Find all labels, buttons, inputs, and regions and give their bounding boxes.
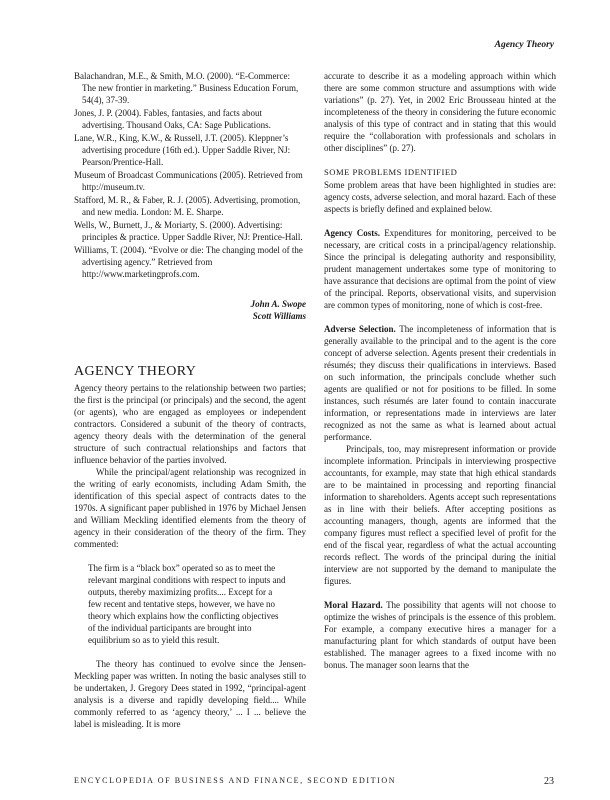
- body-paragraph: Some problem areas that have been highlighted in studies are: agency costs, adverse selection, and moral hazard. Each of these aspects is briefly defined and explained below.: [324, 180, 556, 214]
- reference-item: Museum of Broadcast Communications (2005). Retrieved from http://museum.tv.: [74, 170, 303, 192]
- subsection-heading: SOME PROBLEMS IDENTIFIED: [324, 167, 458, 177]
- term-heading: Moral Hazard.: [324, 600, 383, 610]
- publication-title: ENCYCLOPEDIA OF BUSINESS AND FINANCE, SECOND EDITION: [74, 776, 397, 785]
- paragraph-text: Expenditures for monitoring, perceived to be necessary, are critical costs in a principal/agency relationship. Since the principal is delegating authority and responsibility, prudent management undertakes some type of monitoring to have assurance that decisions are optimal from the point of view of the principal. Reports, observational visits, and supervision are common types of monitoring, none of which is cost-free.: [324, 228, 556, 310]
- reference-item: Stafford, M. R., & Faber, R. J. (2005). Advertising, promotion, and new media. London: M. E. Sharpe.: [74, 195, 301, 217]
- reference-item: Lane, W.R., King, K.W., & Russell, J.T. (2005). Kleppner’s advertising procedure (16th ed.). Upper Saddle River, NJ: Pearson/Prentice-Hall.: [74, 133, 291, 167]
- body-paragraph: accurate to describe it as a modeling approach within which there are some common structure and assumptions with wide variations” (p. 27). Yet, in 2002 Eric Brousseau hinted at the incompleteness of the theory in considering the future economic analysis of this type of contract and in stating that this would require the “collaboration with professionals and scholars in other disciplines” (p. 27).: [324, 71, 556, 153]
- left-column: [74, 70, 306, 730]
- right-column: [324, 70, 556, 671]
- reference-item: Jones, J. P. (2004). Fables, fantasies, and facts about advertising. Thousand Oaks, CA: Sage Publications.: [74, 108, 271, 130]
- author-name: John A. Swope: [250, 299, 306, 309]
- page-footer: [74, 776, 554, 787]
- reference-item: Balachandran, M.E., & Smith, M.O. (2000). “E-Commerce: The new frontier in marketing.” Business Education Forum, 54(4), 37-39.: [74, 71, 299, 105]
- section-title: AGENCY THEORY: [74, 364, 197, 379]
- agency-costs-paragraph: [324, 227, 556, 311]
- reference-item: Williams, T. (2004). “Evolve or die: The changing model of the advertising agency.” Retrieved from http://www.marketingprofs.com.: [74, 245, 303, 279]
- author-signatures: [74, 298, 306, 322]
- adverse-selection-paragraph: [324, 323, 556, 443]
- paragraph-text: The possibility that agents will not choose to optimize the wishes of principals is the essence of this problem. For example, a company executive hires a manager for a manufacturing plant for which standards of output have been established. The manager agrees to a fixed income with no bonus. The manager soon learns that the: [324, 600, 556, 670]
- paragraph-text: The incompleteness of information that is generally available to the principal and to the agent is the core concept of adverse selection. Agents present their credentials in résumés; they discuss their qualifications in interviews. Based on such information, the principals conclude whether such agents are qualified or not for positions to be filled. In some instances, such résumés are later found to contain inaccurate information, or representations made in interviews are later recognized as not the same as what is learned about actual performance.: [324, 324, 557, 442]
- reference-item: Wells, W., Burnett, J., & Moriarty, S. (2000). Advertising: principles & practice. Upper Saddle River, NJ: Prentice-Hall.: [74, 220, 303, 242]
- body-paragraph: The theory has continued to evolve since the Jensen-Meckling paper was written. In noting the basic analyses still to be undertaken, J. Gregory Dees stated in 1992, “principal-agent analysis is a diverse and rapidly developing field.... While commonly referred to as ‘agency theory,’ ... I ... believe the label is misleading. It is more: [74, 659, 306, 729]
- body-paragraph: While the principal/agent relationship was recognized in the writing of early economists, including Adam Smith, the identification of this special aspect of contracts dates to the 1970s. A significant paper published in 1976 by Michael Jensen and William Meckling identified elements from the theory of agency in their consideration of the theory of the firm. They commented:: [74, 467, 306, 549]
- block-quote: The firm is a “black box” operated so as to meet the relevant marginal conditions with respect to inputs and outputs, thereby maximizing profits.... Except for a few recent and tentative steps, however, we have no theory which explains how the conflicting objectives of the individual participants are brought into equilibrium so as to yield this result.: [88, 563, 286, 645]
- page-number: 23: [544, 776, 554, 787]
- author-name: Scott Williams: [252, 311, 306, 321]
- moral-hazard-paragraph: [324, 599, 556, 671]
- reference-list: [74, 70, 306, 290]
- term-heading: Adverse Selection.: [324, 324, 396, 334]
- body-paragraph: Principals, too, may misrepresent information or provide incomplete information. Principals in interviewing prospective accountants, for example, may state that high ethical standards are to be maintained in processing and reporting financial information to shareholders. Agents accept such representations as in line with their beliefs. After accepting positions as accounting managers, though, agents are informed that the company figures must reflect a specified level of profit for the end of the fiscal year, regardless of what the actual accounting records reflect. The words of the principal during the initial interview are not supported by the demand to manipulate the figures.: [324, 444, 556, 586]
- term-heading: Agency Costs.: [324, 228, 380, 238]
- running-head: Agency Theory: [494, 40, 554, 50]
- body-paragraph: Agency theory pertains to the relationship between two parties; the first is the principal (or principals) and the second, the agent (or agents), who are engaged as employees or independent contractors. Considered a subunit of the theory of contracts, agency theory deals with the determination of the general structure of such contractual relationships and factors that influence behavior of the parties involved.: [74, 383, 306, 465]
